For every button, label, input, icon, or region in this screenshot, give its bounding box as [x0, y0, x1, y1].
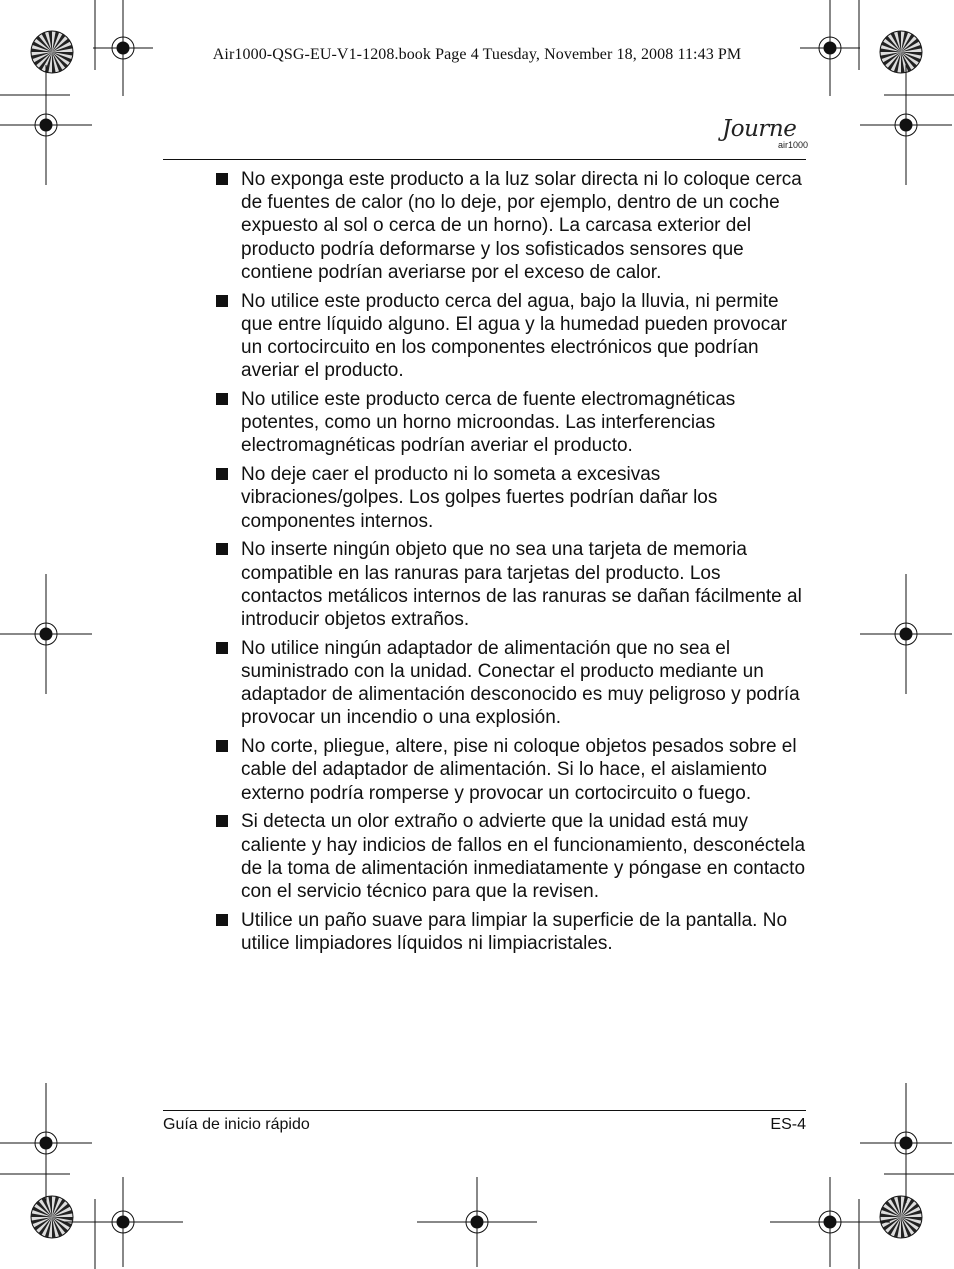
star-target-icon — [880, 1196, 922, 1238]
list-item-text: No corte, pliegue, altere, pise ni coloque objetos pesados sobre el cable del adaptador de alimentación. Si lo hace, el aislamiento externo podría romperse y provocar un cortocircuito o fuego. — [241, 736, 797, 804]
list-item — [214, 290, 806, 383]
registration-mark-icon — [0, 574, 92, 694]
page-number: ES-4 — [770, 1116, 806, 1133]
registration-mark-icon — [860, 65, 952, 185]
registration-mark-icon — [860, 1083, 952, 1203]
list-item — [214, 909, 806, 955]
header-rule — [163, 159, 806, 160]
footer-rule — [163, 1110, 806, 1111]
registration-mark-icon — [417, 1177, 537, 1267]
list-item — [214, 810, 806, 903]
footer-guide-title: Guía de inicio rápido — [163, 1116, 310, 1133]
list-item-text: No deje caer el producto ni lo someta a excesivas vibraciones/golpes. Los golpes fuertes podrían dañar los componentes internos. — [241, 464, 718, 532]
registration-mark-icon — [770, 1177, 890, 1267]
square-bullet-icon — [216, 173, 228, 185]
square-bullet-icon — [216, 543, 228, 555]
square-bullet-icon — [216, 468, 228, 480]
list-item-text: No utilice ningún adaptador de alimentación que no sea el suministrado con la unidad. Conectar el producto mediante un adaptador de alimentación desconocido es muy peligroso y podría provocar un incendio o una explosión. — [241, 637, 800, 729]
square-bullet-icon — [216, 914, 228, 926]
safety-instructions-list — [214, 168, 806, 961]
journey-air-logo — [722, 116, 809, 158]
square-bullet-icon — [216, 740, 228, 752]
list-item-text: No utilice este producto cerca de fuente electromagnéticas potentes, como un horno microondas. Las interferencias electromagnéticas podrían averiar el producto. — [241, 389, 736, 457]
logo-script-text: Journe — [722, 116, 797, 142]
registration-mark-icon — [63, 1177, 183, 1267]
registration-mark-icon — [0, 1083, 92, 1203]
list-item-text: No exponga este producto a la luz solar directa ni lo coloque cerca de fuentes de calor (no lo deje, por ejemplo, dentro de un coche expuesto al sol o cerca de un horno). La carcasa exterior del producto podría deformarse y los sofisticados sensores que contiene podrían averiarse por el exceso de calor. — [241, 169, 802, 283]
logo-sub-text: air1000 — [778, 140, 809, 150]
square-bullet-icon — [216, 642, 228, 654]
list-item — [214, 463, 806, 533]
list-item-text: Utilice un paño suave para limpiar la superficie de la pantalla. No utilice limpiadores líquidos ni limpiacristales. — [241, 909, 788, 955]
list-item — [214, 735, 806, 805]
star-target-icon — [31, 1196, 73, 1238]
list-item — [214, 637, 806, 730]
list-item-text: No inserte ningún objeto que no sea una tarjeta de memoria compatible en las ranuras para tarjetas del producto. Los contactos metálicos internos de las ranuras se dañan fácilmente al introducir objetos extraños. — [241, 539, 802, 631]
registration-mark-icon — [0, 65, 92, 185]
list-item-text: Si detecta un olor extraño o advierte que la unidad está muy caliente y hay indicios de fallos en el funcionamiento, desconéctela de la toma de alimentación inmediatamente y póngase en contacto con el servicio técnico para que la revisen. — [241, 811, 806, 903]
list-item — [214, 168, 806, 284]
square-bullet-icon — [216, 815, 228, 827]
book-slug-line: Air1000-QSG-EU-V1-1208.book Page 4 Tuesday, November 18, 2008 11:43 PM — [212, 46, 742, 63]
square-bullet-icon — [216, 295, 228, 307]
list-item-text: No utilice este producto cerca del agua, bajo la lluvia, ni permite que entre líquido alguno. El agua y la humedad pueden provocar un cortocircuito en los componentes electrónicos que podrían averiar el producto. — [241, 290, 788, 382]
list-item — [214, 538, 806, 631]
square-bullet-icon — [216, 393, 228, 405]
registration-mark-icon — [860, 574, 952, 694]
list-item — [214, 388, 806, 458]
